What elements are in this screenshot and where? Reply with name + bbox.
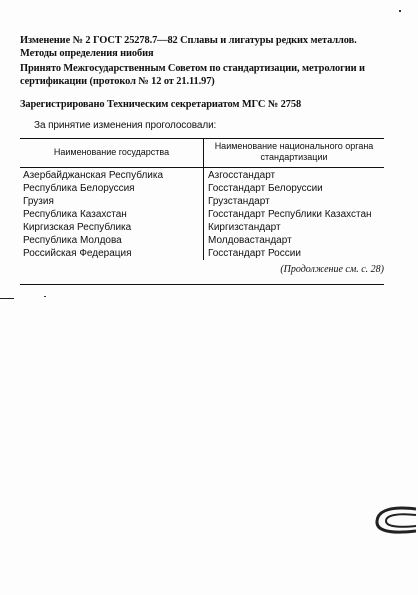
scan-speck (44, 296, 46, 297)
table-row (20, 195, 384, 208)
margin-mark (0, 298, 14, 299)
table-body (20, 169, 384, 260)
continuation-note: (Продолжение см. с. 28) (280, 264, 384, 275)
table-row (20, 169, 384, 182)
column-header-body: Наименование национального органа стандартизации (214, 141, 374, 162)
paper-clip-mark (372, 500, 416, 540)
body-cell: Молдовастандарт (208, 235, 292, 246)
table-row (20, 208, 384, 221)
table-row (20, 234, 384, 247)
body-cell: Азгосстандарт (208, 170, 276, 181)
state-cell: Азербайджанская Республика (23, 170, 164, 181)
state-cell: Грузия (23, 196, 54, 207)
amendment-title: Изменение № 2 ГОСТ 25278.7—82 Сплавы и лигатуры редких металлов. Методы определения ниобия (20, 35, 357, 59)
registration-note: Зарегистрировано Техническим секретариатом МГС № 2758 (20, 99, 302, 110)
body-cell: Грузстандарт (208, 196, 270, 207)
body-cell: Киргизстандарт (208, 222, 281, 233)
adoption-note: Принято Межгосударственным Советом по стандартизации, метрологии и сертификации (протокол № 12 от 21.11.97) (20, 63, 365, 87)
body-cell: Госстандарт Белоруссии (208, 183, 323, 194)
table-header-rule (20, 167, 384, 168)
state-cell: Республика Белоруссия (23, 183, 135, 194)
voting-intro: За принятие изменения проголосовали: (34, 120, 217, 131)
table-top-rule (20, 138, 384, 139)
body-cell: Госстандарт Республики Казахстан (208, 209, 372, 220)
scan-speck (399, 10, 401, 12)
column-header-state: Наименование государства (53, 147, 170, 157)
body-cell: Госстандарт России (208, 248, 301, 259)
state-cell: Республика Молдова (23, 235, 122, 246)
state-cell: Киргизская Республика (23, 222, 132, 233)
table-row (20, 221, 384, 234)
table-row (20, 247, 384, 260)
state-cell: Российская Федерация (23, 248, 132, 259)
table-bottom-rule (20, 284, 384, 285)
table-row (20, 182, 384, 195)
state-cell: Республика Казахстан (23, 209, 127, 220)
